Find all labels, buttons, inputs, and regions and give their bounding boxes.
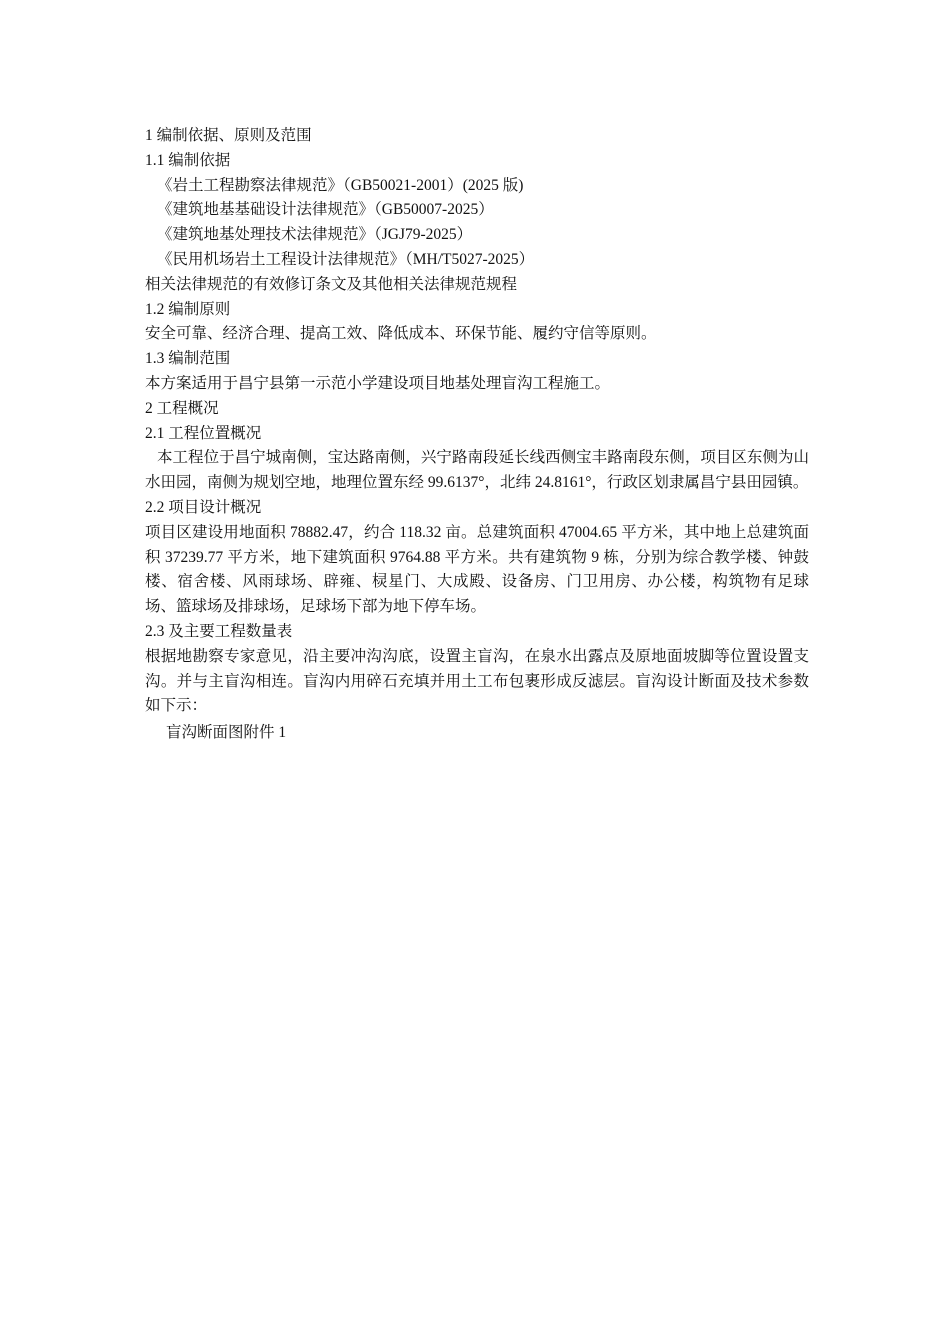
- document-page: [145, 124, 809, 746]
- section-1-3-heading: 1.3 编制范围: [145, 350, 231, 368]
- section-2-3-heading: 2.3 及主要工程数量表: [145, 622, 293, 640]
- reference-item: 《建筑地基基础设计法律规范》（GB50007-2025）: [157, 201, 494, 219]
- section-2-heading: 2 工程概况: [145, 399, 219, 417]
- figure-note: 盲沟断面图附件 1: [166, 724, 287, 742]
- reference-item: 《岩土工程勘察法律规范》（GB50021-2001）(2025 版): [157, 176, 524, 194]
- references-note: 相关法律规范的有效修订条文及其他相关法律规范规程: [145, 275, 518, 293]
- reference-item: 《建筑地基处理技术法律规范》（JGJ79-2025）: [157, 226, 473, 244]
- reference-item: 《民用机场岩土工程设计法律规范》（MH/T5027-2025）: [157, 250, 535, 268]
- section-1-1-heading: 1.1 编制依据: [145, 151, 231, 169]
- section-1-2-text: 安全可靠、经济合理、提高工效、降低成本、环保节能、履约守信等原则。: [145, 325, 657, 343]
- section-2-1-heading: 2.1 工程位置概况: [145, 424, 262, 442]
- section-2-2-heading: 2.2 项目设计概况: [145, 498, 262, 516]
- section-1-3-text: 本方案适用于昌宁县第一示范小学建设项目地基处理盲沟工程施工。: [145, 374, 611, 392]
- section-1-2-heading: 1.2 编制原则: [145, 300, 231, 318]
- section-2-1-text: 本工程位于昌宁城南侧，宝达路南侧，兴宁路南段延长线西侧宝丰路南段东侧，项目区东侧为山水田园，南侧为规划空地，地理位置东经 99.6137°，北纬 24.8161°，行政区划隶属昌宁县田园镇。: [145, 449, 809, 492]
- section-1-heading: 1 编制依据、原则及范围: [145, 127, 312, 144]
- section-2-2-text: 项目区建设用地面积 78882.47，约合 118.32 亩。总建筑面积 47004.65 平方米，其中地上总建筑面积 37239.77 平方米，地下建筑面积 9764.88 平方米。共有建筑物 9 栋，分别为综合教学楼、钟鼓楼、宿舍楼、风雨球场、辟雍、棂星门、大成殿、设备房、门卫用房、办公楼，构筑物有足球场、篮球场及排球场，足球场下部为地下停车场。: [145, 523, 809, 616]
- section-2-3-text: 根据地勘察专家意见，沿主要冲沟沟底，设置主盲沟，在泉水出露点及原地面坡脚等位置设置支沟。并与主盲沟相连。盲沟内用碎石充填并用土工布包裹形成反滤层。盲沟设计断面及技术参数如下示：: [145, 647, 809, 715]
